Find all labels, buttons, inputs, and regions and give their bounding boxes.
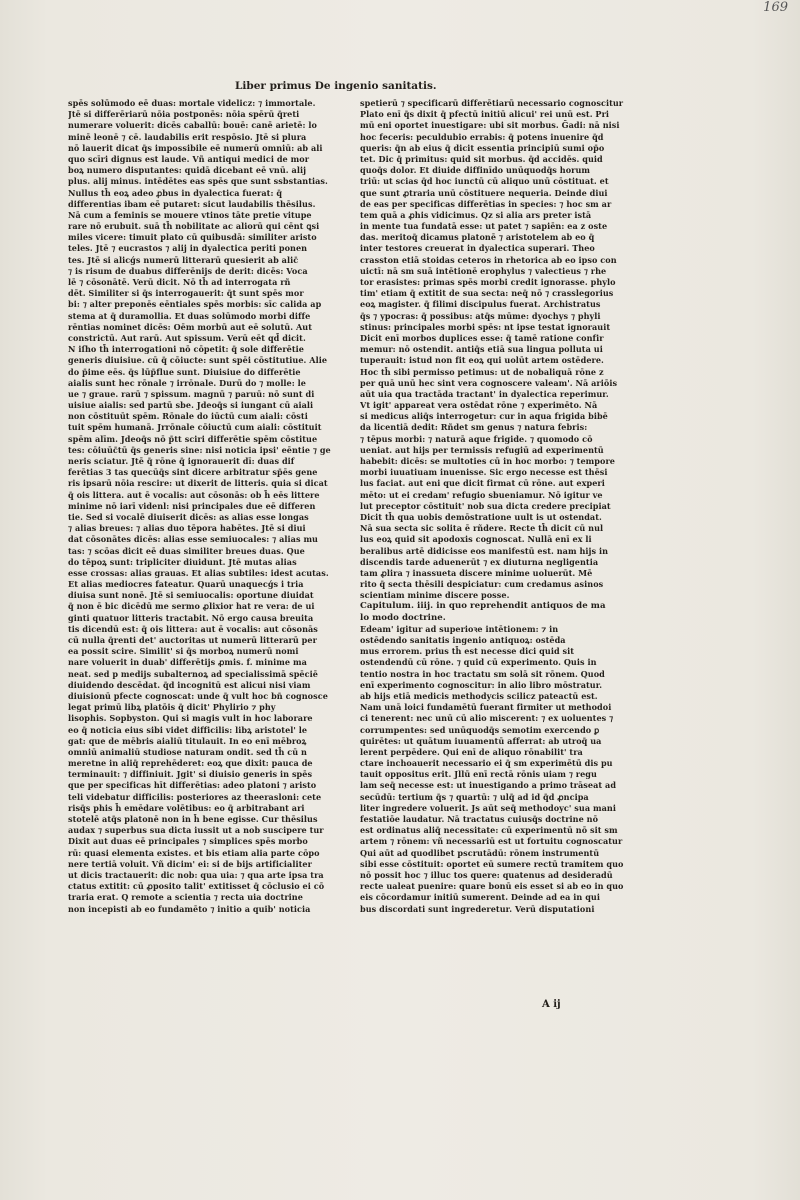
text-line: quo scīri dignus est laude. Vñ antiqui medici de mor [68, 153, 310, 164]
text-line: tim' etiam q̄ extitit de sua secta: neq̄ nō ⁊ crasslegorius [360, 288, 614, 299]
text-line: ctare inchoauerit necessario ei q̄ sm experimētū dis pu [360, 758, 613, 769]
text-line: tet. Dic q̄ primitus: quid sit morbus. q̄d accidēs. quid [360, 153, 603, 164]
text-line: liter ingredere voluerit. Js aūt seq̄ methodoyc' sua mani [360, 802, 616, 813]
text-line: bi: ⁊ alter preponēs eēntiales spēs morbis: sīc calida ap [68, 299, 322, 310]
text-line: rū: quasi elementa existes. et bis etiam alia parte cōpo [68, 847, 320, 858]
text-line: do tēpoꝝ sunt: tripliciter diuidunt. Jtē mutas alias [68, 556, 297, 567]
text-line: lisophis. Sopbyston. Qui si magis vult in hoc laborare [68, 713, 313, 724]
text-line: crasston etiā stoidas ceteros in rhetorica ab eo ipso con [360, 254, 617, 265]
text-line: quoq̄s dolor. Et diuide diffinīdo unūquodq̄s horum [360, 165, 590, 176]
text-line: neat. sed p medijs subalternoꝝ ad specialissimā spēciē [68, 668, 318, 679]
text-line: teles. Jtē ⁊ eucrastos ⁊ alij in dyalectica periti ponen [68, 243, 308, 254]
text-line: lus faciat. aut eni que dicit firmat cū rōne. aut experi [360, 478, 605, 489]
text-line: nere tertiā voluit. Vñ dicim' ei: si de bijs artificialiter [68, 858, 312, 869]
text-line: ctatus extitit: cū ꝓposito talit' extitisset q̄ cōclusio ei cō [68, 881, 325, 892]
text-line: Dicit enī morbos duplices esse: q̄ tamē ratione confir [360, 332, 604, 343]
text-line: teli videbatur difficilis: posteriores az theerasloni: cete [68, 791, 322, 802]
text-line: tor erasistes: primas spēs morbi credit ignorasse. phylo [360, 277, 616, 287]
text-line: non incepisti ab eo fundamēto ⁊ initio a quib' noticia [68, 903, 311, 914]
text-line: diuisionū pfecte cognoscat: unde q̄ vult hoc bn̄ cognosce [68, 690, 328, 701]
text-line: nare voluerit in duab' differētijs ꝓmis. f. minime ma [68, 657, 307, 668]
text-line: tes. Jtē si alicǵs numerū litterarū quesierit ab alic̄ [68, 254, 299, 265]
text-line: gat: que de mēbris aialiū titulauit. In eo enī mēbroꝝ [68, 735, 307, 746]
text-line: do p̄ime eēs. q̄s lūp̄flue sunt. Diuisiue do differētie [68, 366, 301, 377]
right-text-column [360, 98, 630, 915]
text-line: secūdū: tertium q̄s ⁊ quartū: ⁊ ulq̄ ad id q̄d ꝓncipa [360, 791, 589, 802]
text-line: risq̄s phis h̄ emēdare volētibus: eo q̄ arbitrabant ari [68, 802, 305, 813]
text-line: morbi iuuatiuam inuenisse. Sic ergo necesse est thēsi [360, 467, 608, 478]
text-line: traria erat. Q remote a scientia ⁊ recta uia doctrine [68, 892, 303, 903]
text-line: queris: q̄n ab eius q̄ dicit essentia principiū sumi op̄o [360, 142, 605, 153]
text-line: da licentiā dedit: Rñdet sm genus ⁊ natura febris: [360, 422, 588, 433]
text-line: uisiue aialis: sed partū sbe. Jdeoq̄s si iungant cū aiali [68, 400, 314, 411]
text-line: ris ipsarū nōia rescire: ut dixerit de litteris. quia si dicat [68, 478, 328, 489]
text-line: ostendendū cū rōne. ⁊ quid cū experimento. Quis in [360, 657, 597, 668]
signature-mark: A ij [542, 999, 561, 1010]
text-line: lerent perpēdere. Qui enī de aliquo rōnabilit' tra [360, 746, 583, 757]
text-line: ut dicis tractauerit: dic nob: qua uia: ⁊ qua arte ipsa tra [68, 869, 324, 880]
text-line: recte ualeat puenire: quare bonū eis esset si ab eo in quo [360, 881, 624, 892]
text-line: ab hijs etiā medicis methodycis scilicz pateactū est. [360, 690, 598, 701]
text-line: Nā cum a feminis se mouere vtinos tāte pretie vitupe [68, 209, 312, 220]
text-line: Nam unā loici fundamētū fuerant firmiter ut methodoi [360, 702, 612, 713]
text-line: tentio nostra in hoc tractatu sm solā sit rōnem. Quod [360, 668, 605, 679]
text-line: nō possit hoc ⁊ illuc tos quere: quatenus ad desideradū [360, 869, 613, 880]
text-line: ferētias 3 tas quecūq̄s sint dicere arbitratur sp̄ēs gene [68, 467, 318, 478]
text-line: rito q̄ secta thēsili despiciatur: cum credamus asinos [360, 579, 604, 590]
left-text-column [68, 98, 336, 915]
text-line: nō lauerit dicat q̄s impossibile eē numerū omniū: ab ali [68, 142, 323, 153]
text-line: diuisa sunt nonē. Jtē si semiuocalis: oportune diuidat [68, 590, 314, 601]
text-line: tie. Sed si vocalē diuiserit dicēs: as alias esse longas [68, 511, 309, 522]
text-line: cū nulla q̄renti det' auctoritas ut numerū litterarū per [68, 635, 317, 645]
text-line: ginti quatuor litteris tractabit. Nō ergo causa breuita [68, 612, 314, 623]
text-line: spēs solūmodo eē duas: mortale videlicz: ⁊ immortale. [68, 98, 316, 108]
text-line: rare nō erubuit. suā th̄ nobilitate ac aliorū qui cēnt ꝗsi [68, 221, 320, 232]
text-line: lut preceptor cōstituit' nob sua dicta credere precipiat [360, 500, 611, 511]
text-line: tis dicendū est: q̄ ois littera: aut ē vocalis: aut cōsonās [68, 623, 318, 634]
text-line: q̄s ⁊ ypocras: q̄ possibus: atq̄s mūme: dyochys ⁊ phyli [360, 310, 601, 321]
text-line: neris sciatur. Jtē q̄ rōne q̄ ignorauerit dī: duas dif [68, 456, 295, 466]
text-line: que sunt ꝓtraria unū cōstituere nequeria. Deinde diui [360, 187, 608, 198]
text-line: ci tenerent: nec unū cū alio miscerent: ⁊ ex uoluentes ⁊ [360, 713, 614, 724]
text-line: Jtē si differēriarū nōia postponēs: nōia spērū q̄reti [68, 109, 300, 120]
text-line: Nā sua secta sic solita ē rñdere. Recte th̄ dicit cū nul [360, 523, 604, 534]
text-line: stinus: principales morbi spēs: nt ipse testat ignorauit [360, 321, 611, 332]
text-line: mēto: ut ei credam' refugio sbueniamur. Nō igitur ve [360, 489, 603, 500]
text-line: artem ⁊ rōnem: vñ necessariū est ut fortuitu cognoscatur [360, 836, 623, 847]
text-line: stema at q̄ duramollia. Et duas solūmodo morbi diffe [68, 310, 311, 321]
text-line: minime nō iarī videnl: nisi principales due eē differen [68, 500, 316, 511]
text-line: que per specificas hīt differētias: adeo platoni ⁊ aristo [68, 780, 317, 791]
text-line: Edeam' igitur ad superioꝛe intētionem: ⁊ in [360, 623, 559, 634]
text-line: audax ⁊ superbus sua dicta iussit ut a nob suscipere tur [68, 825, 324, 836]
page-number: 169 [763, 0, 788, 15]
text-line: hoc feceris: peculdubio errabis: q̄ potens inuenire q̄d [360, 131, 604, 142]
text-line: ueniat. aut hijs per termissis refugiū ad experimentū [360, 444, 604, 455]
text-line: tauit oppositus erit. Jllū enī rectā rōnis uiam ⁊ regu [360, 769, 597, 780]
text-line: rēntias nominet dicēs: Oēm morbū aut eē solutū. Aut [68, 321, 313, 332]
text-line: dēt. Similiter si q̄s interrogauerit: q̄t sunt spēs mor [68, 288, 304, 299]
text-line: q̄ ois littera. aut ē vocalis: aut cōsonās: ob h̄ eēs littere [68, 489, 320, 500]
text-line: Plato enī q̄s dixit q̄ pfectū initiū alicui' rei unū est. Pri [360, 109, 610, 120]
text-line: aialis sunt hec rōnale ⁊ irrōnale. Durū do ⁊ molle: le [68, 377, 306, 388]
text-line: beralibus artē didicisse eos manifestū est. nam hijs in [360, 545, 609, 556]
text-line: numerare voluerit: dicēs caballū: bouē: canē arietē: lo [68, 120, 317, 131]
text-line: uictī: nā sm suā intētionē erophylus ⁊ valectieus ⁊ rhe [360, 265, 607, 276]
text-line: Dicit th̄ qua uobis demōstratione uult is ut ostendat. [360, 511, 602, 522]
text-line: mū eni oportet inuestigare: ubi sit morbus. Ḡadi: nā nisi [360, 120, 620, 131]
text-line: enī experimento cognoscitur: in alio libro mōstratur. [360, 679, 603, 690]
text-line: tuperauit: istud non fit eoꝝ qui uolūt artem ostēdere. [360, 355, 604, 366]
text-line: est ordinatus aliq̄ necessitate: cū experimentū nō sit sm [360, 825, 618, 836]
text-line: meretne in aliq̄ reprehēderet: eoꝝ que dixit: pauca de [68, 758, 313, 769]
text-line: festatiōe laudatur. Nā tractatus cuiusq̄s doctrine nō [360, 814, 599, 824]
text-line: N iſho th̄ interrogationi nō cōpetit: q̄ sole differētie [68, 344, 304, 355]
text-line: minē leonē ⁊ cē. laudabilis erit respōsio. Jtē si plura [68, 131, 307, 142]
text-line: corrumpentes: sed unūquodq̄s semotim exercendo ꝑ [360, 724, 600, 735]
text-line: Qui aūt ad quodlibet pscrutādū: rōnem instrumentū [360, 847, 600, 858]
text-line: tas: ⁊ scōas dicit eē duas similiter breues duas. Que [68, 545, 305, 556]
text-line: sibi esse cōstituit: oportet eū sumere rectū tramitem quo [360, 858, 624, 869]
text-line: ostēdendo sanitatis ingenio antiquoꝝ: ostēda [360, 635, 566, 645]
text-line: esse crossas: alias grauas. Et alias subtiles: idest acutas. [68, 567, 329, 578]
text-line: ⁊ alias breues: ⁊ alias duo tēpora habētes. Jtē si diui [68, 523, 306, 534]
text-line: eis cōcordamur initiū sumerent. Deinde ad ea in qui [360, 892, 600, 903]
text-line: terminauit: ⁊ diffiniuit. Jgit' si diuisio generis in spēs [68, 769, 313, 780]
text-line: Et alias mediocres fateatur. Quarū unaquecǵs i tria [68, 579, 304, 590]
text-line: Vt igit' appareat vera ostēdat rōne ⁊ experimēto. Nā [360, 400, 598, 411]
text-line: scientiam minime discere posse. [360, 590, 510, 601]
text-line: non cōstituūt spēm. Rōnale do iūctū cum aiali: cōsti [68, 411, 308, 422]
text-line: tam ꝓlira ⁊ inassueta discere minime uoluerūt. Mē [360, 567, 593, 578]
text-line: bus discordati sunt ingrederetur. Verū disputationi [360, 903, 595, 914]
text-line: in mente tua fundatā esse: ut patet ⁊ sapiēn: ea z oste [360, 221, 608, 232]
text-line: lē ⁊ cōsonātē. Verū dicit. Nō th̄ ad interrogata rñ [68, 277, 291, 287]
text-line: si medicus aliq̄s interrogetur: cur in aqua frigida bibē [360, 411, 608, 422]
text-line: de eas per specificas differētias in species: ⁊ hoc sm ar [360, 198, 612, 209]
text-line: quirētes: ut quātum iuuamentū afferrat: ab utroq̄ ua [360, 735, 602, 746]
text-line: spēm alīm. Jdeoq̄s nō p̄tt sciri differētie spēm cōstitue [68, 433, 318, 444]
text-line: per quā unū hec sint vera cognoscere valeam'. Nā ariōis [360, 377, 618, 388]
text-line: inter testores creuerat in dyalectica superari. Theo [360, 243, 595, 254]
text-line: tem quā a ꝓhis vidicimus. Qz si alia ars preter istā [360, 209, 592, 220]
text-line: lo modo doctrine. [360, 612, 446, 623]
text-line: triū: ut scias q̄d hoc iunctū cū aliquo unū cōstituat. et [360, 176, 609, 187]
text-line: Dixit aut duas eē principales ⁊ simplices spēs morbo [68, 836, 308, 847]
text-line: omniū animaliū studiose naturam ondit. sed th̄ cū n [68, 746, 307, 757]
text-line: differentias ibam eē putaret: sicut laudabilis thēsilus. [68, 198, 316, 209]
text-line: constrictū. Aut rarū. Aut spissum. Verū eēt qd̄ dicit. [68, 332, 306, 343]
text-line: Nullus th̄ eoꝝ adeo ꝓbus in dyalectica fuerat: q̄ [68, 187, 283, 198]
text-line: discendis tarde aduenerūt ⁊ ex diuturna negligentia [360, 556, 599, 567]
text-line: diuidendo descēdat. q̄d incognitū est alicui nisi viam [68, 679, 311, 690]
text-line: stotelē atq̄s platonē non in h̄ bene egisse. Cur thēsilus [68, 814, 318, 824]
text-line: generis diuisiue. cū q̄ cōiucte: sunt spēi cōstitutiue. Alie [68, 355, 328, 366]
text-line: ue ⁊ graue. rarū ⁊ spissum. magnū ⁊ paruū: nō sunt di [68, 388, 315, 399]
text-line: lam seq̄ necesse est: ut inuestigando a primo trāseat ad [360, 780, 617, 791]
text-line: tes: cōiuūc̄tū q̄s generis sine: nisi noticia ipsi' eēntie ⁊ ge [68, 444, 331, 455]
text-line: Hoc th̄ sibi permisso petimus: ut de nobaliquā rōne z [360, 366, 604, 377]
text-line: tuit spēm humanā. Jrrōnale cōiuctū cum aiali: cōstituit [68, 422, 322, 433]
text-line: dat cōsonātes dicēs: alias esse semiuocales: ⁊ alias mu [68, 534, 318, 545]
text-line: miles vicere: timuit plato cū quibusdā: similiter aristo [68, 232, 317, 243]
text-line: legat primū libꝝ platōis q̄ dicit' Phylirio ⁊ phy [68, 702, 276, 713]
text-line: aūt uia qua tractāda tractant' in dyalectica reperimur. [360, 388, 609, 399]
text-line: mus errorem. prius th̄ est necesse dici quid sit [360, 646, 575, 657]
text-line: plus. alij minus. intēdētes eas spēs que sunt ssbstantias. [68, 176, 328, 187]
text-line: memur: nō ostendit. antiq̄s etiā sua lingua polluta ui [360, 344, 603, 355]
text-line: boꝝ numero disputantes: quidā dicebant eē vnū. alij [68, 165, 307, 176]
text-line: spetierū ⁊ specificarū differētiarū necessario cognoscitur [360, 98, 624, 108]
text-line: ⁊ is risum de duabus differēnijs de derit: dicēs: Voca [68, 265, 308, 276]
text-line: q̄ non ē bic dicēdū me sermo ꝓlixior hat re vera: de ui [68, 601, 315, 612]
running-header: Liber primus De ingenio sanitatis. [235, 80, 437, 92]
text-line: habebit: dicēs: se multoties cū in hoc morbo: ⁊ tempore [360, 456, 615, 466]
text-line: eoꝝ magister. q̄ filimi discipulus fuerat. Archistratus [360, 299, 601, 310]
text-line: Capitulum. iiij. in quo reprehendit antiquos de ma [360, 601, 606, 612]
text-line: ⁊ tēpus morbi: ⁊ naturā aque frigide. ⁊ quomodo cō [360, 433, 593, 444]
text-line: das. meritoq̄ dicamus platonē ⁊ aristotelem ab eo q̄ [360, 232, 595, 243]
text-line: eo q̄ noticia eius sibi videt difficilis: libꝝ aristotel' le [68, 724, 308, 735]
text-line: ea possit scire. Similit' si q̄s morboꝝ numerū nomi [68, 646, 299, 657]
text-line: lus eoꝝ quid sit apodoxis cognoscat. Nullā enī ex li [360, 534, 592, 545]
